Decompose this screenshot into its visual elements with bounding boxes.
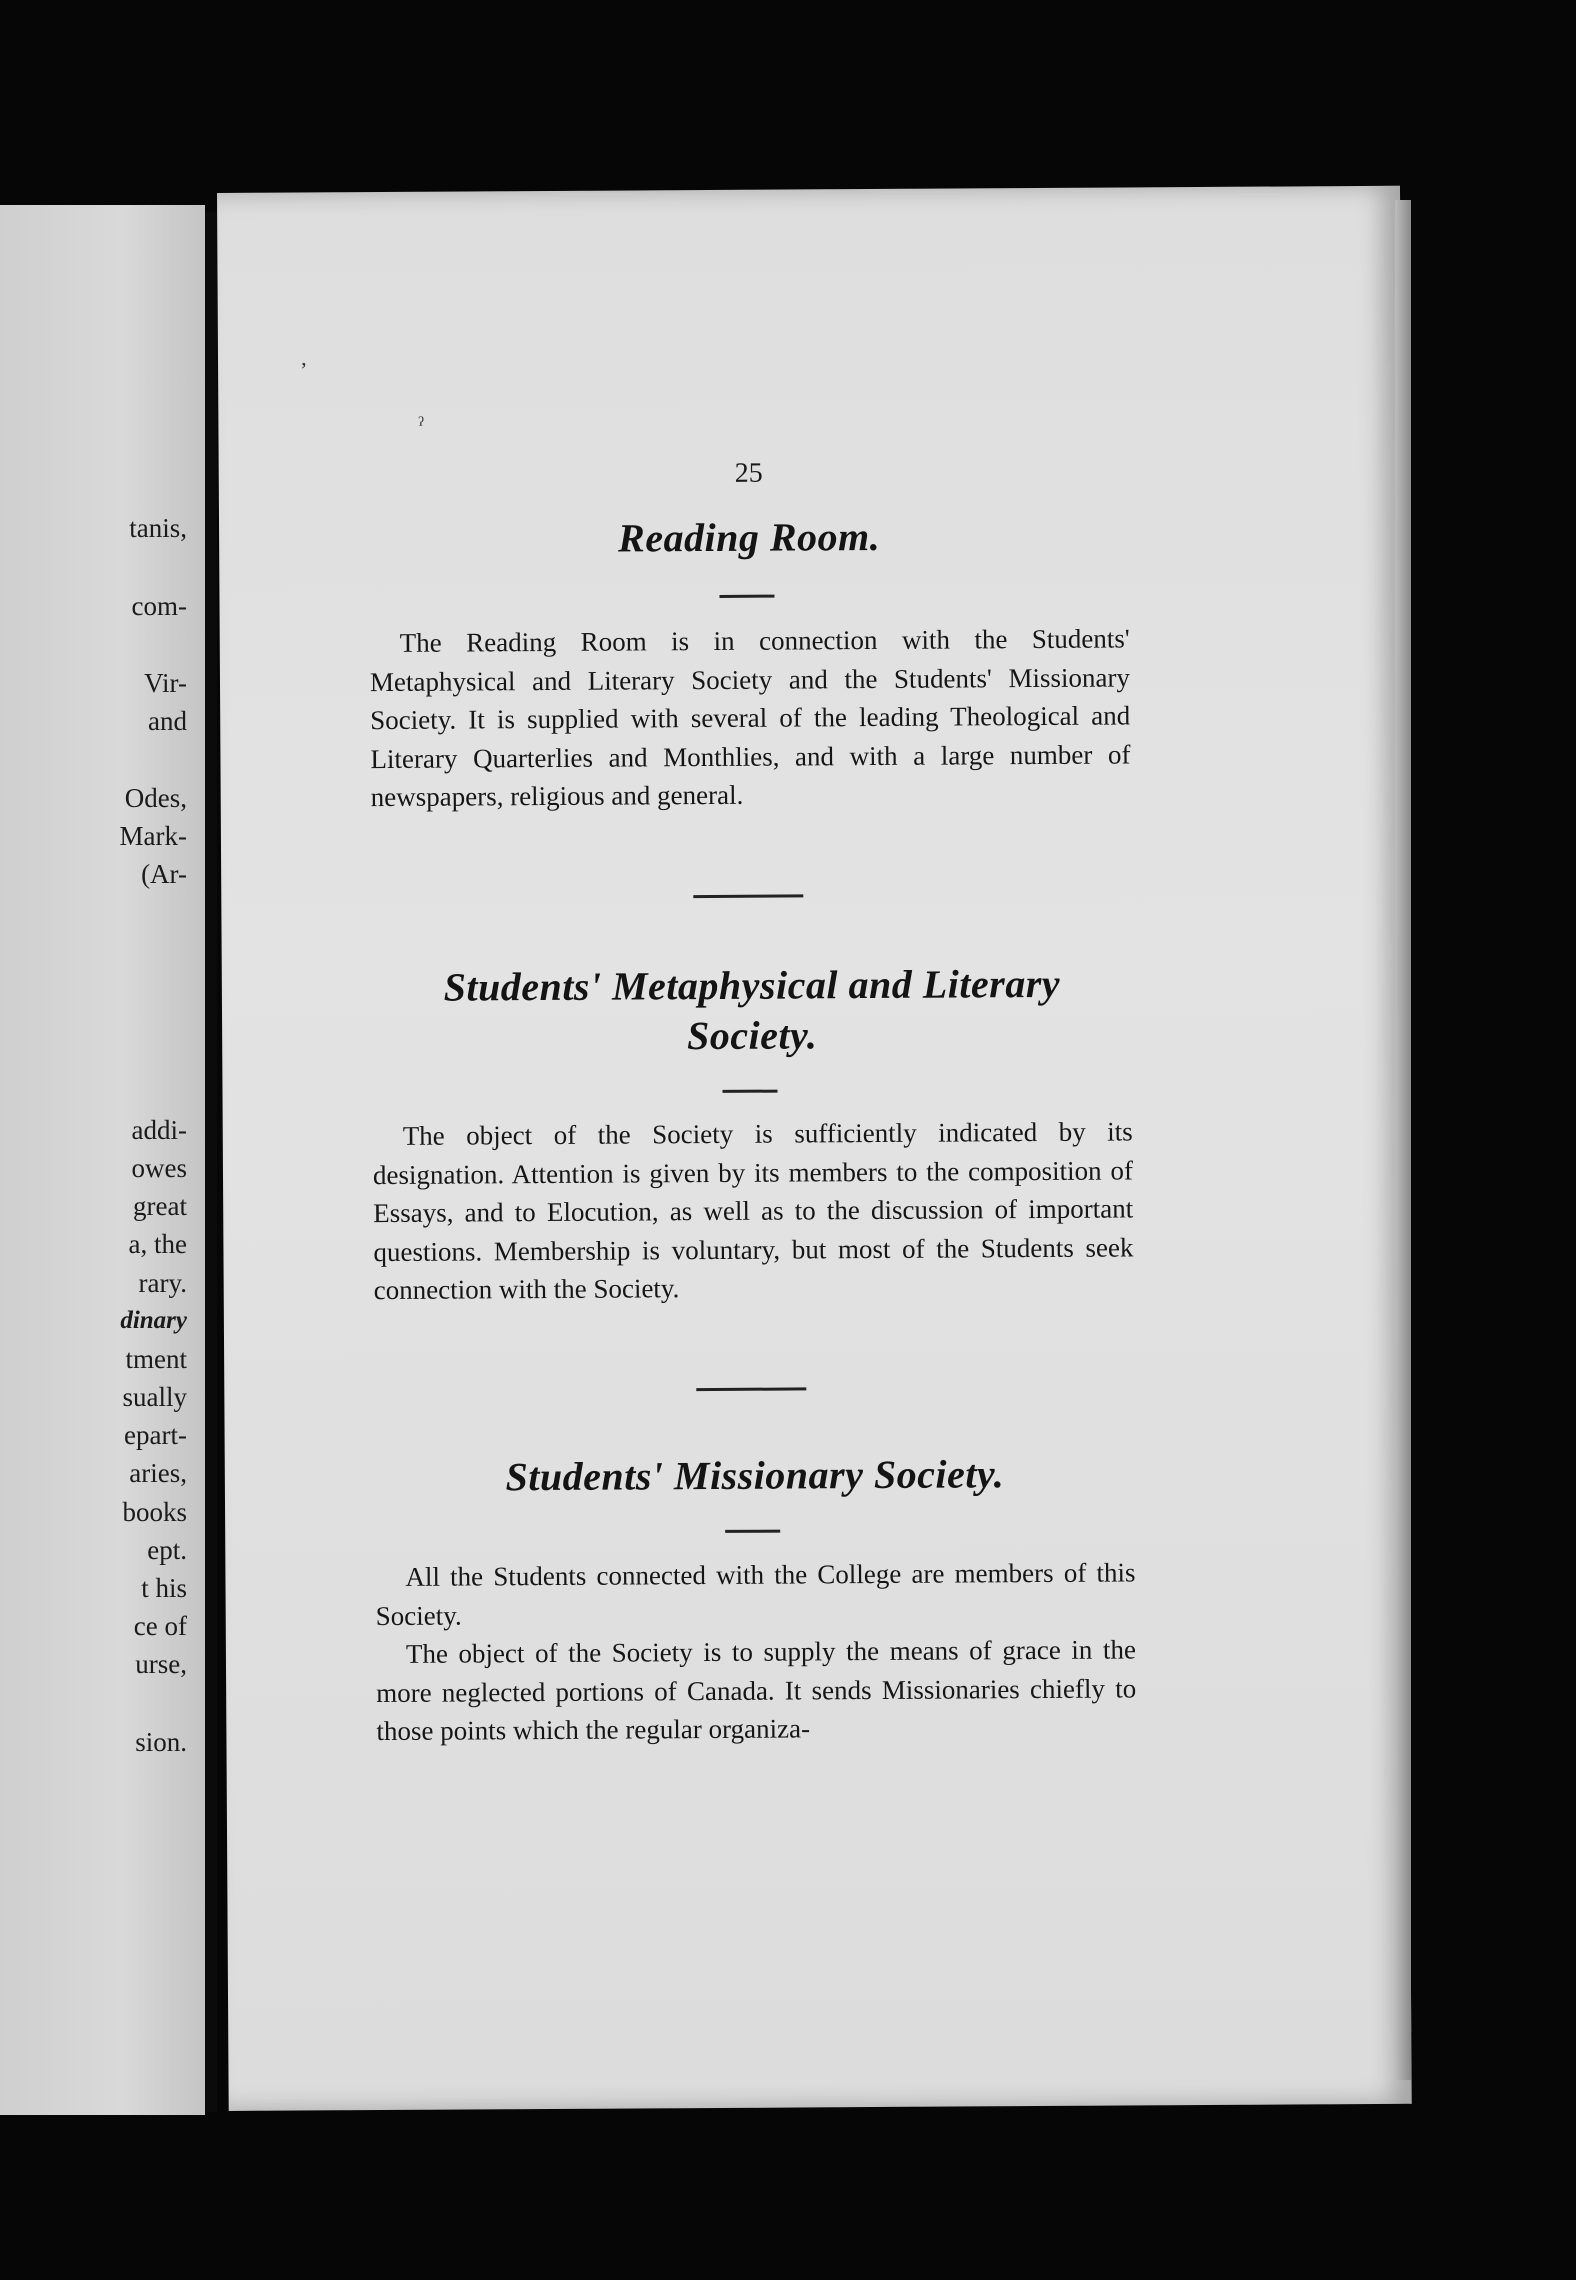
paragraph-text: The object of the Society is sufficiently indicated by its designation. Attention is given by its members to the composition of Essays, and to Elocution, as well as to the discussion of important questions. Membership is voluntary, but most of the Students seek connection with the Society. [372, 1116, 1134, 1306]
page-number: 25 [734, 457, 763, 489]
metaphysical-society-paragraph [373, 1112, 1134, 1309]
page-content [367, 187, 1137, 1747]
left-page-fragment: a, the [128, 1229, 187, 1259]
paragraph-text: The Reading Room is in connection with the Students' Metaphysical and Literary Society and the Students' Missionary Society. It is supplied with several of the leading Theological and Literary Quarterlies and Monthlies, and with a large number of newspapers, religious and general. [369, 623, 1131, 813]
left-page-fragment: dinary [120, 1307, 187, 1334]
book-gutter [205, 212, 217, 2112]
short-rule [722, 1090, 777, 1093]
left-page-fragment: rary. [138, 1268, 187, 1298]
page-edge-shadow [1395, 200, 1411, 2080]
ink-speck-mark: ˀ [418, 411, 424, 437]
missionary-society-paragraph-2 [376, 1630, 1137, 1750]
left-page-fragment: Vir- [144, 668, 187, 698]
paragraph-text: The object of the Society is to supply the means of grace in the more neglected portions of Canada. It sends Missionaries chiefly to those points which the regular organiza- [376, 1634, 1137, 1747]
missionary-society-paragraph-1 [375, 1553, 1135, 1635]
short-rule [719, 595, 774, 598]
left-page-fragment: books [122, 1497, 187, 1527]
left-page-fragment: ept. [147, 1535, 187, 1565]
section-heading-metaphysical-line1: Students' Metaphysical and Literary [443, 960, 1061, 1010]
left-page-fragment: aries, [129, 1458, 187, 1488]
section-divider-rule [696, 1387, 806, 1391]
left-page-fragment: urse, [135, 1649, 187, 1679]
left-page-fragment: owes [131, 1153, 187, 1183]
left-page-fragment: Odes, [124, 783, 187, 813]
left-page-fragment: tment [125, 1344, 187, 1374]
left-page-fragment: and [148, 706, 187, 736]
left-page-fragment: sually [122, 1382, 187, 1412]
left-page-fragment: com- [131, 591, 187, 621]
left-page-fragment: t his [141, 1573, 187, 1603]
left-page-fragment: ce of [133, 1611, 187, 1641]
left-page-fragment: tanis, [129, 513, 187, 543]
short-rule [725, 1530, 780, 1533]
section-heading-reading-room: Reading Room. [617, 513, 881, 561]
left-page-fragment: (Ar- [141, 859, 187, 889]
left-page-fragment: great [133, 1191, 187, 1221]
section-heading-missionary-society: Students' Missionary Society. [505, 1451, 1005, 1500]
left-page-fragment: sion. [135, 1727, 187, 1757]
left-facing-page [0, 205, 205, 2115]
left-page-fragment: Mark- [119, 821, 187, 851]
left-page-fragment: epart- [124, 1420, 187, 1450]
reading-room-paragraph [370, 619, 1131, 816]
left-page-fragment: addi- [131, 1115, 187, 1145]
ink-speck-mark: ʼ [300, 357, 308, 383]
section-heading-metaphysical-line2: Society. [686, 1012, 818, 1059]
section-divider-rule [693, 894, 803, 898]
paragraph-text: All the Students connected with the College are members of this Society. [375, 1557, 1136, 1631]
right-page [217, 186, 1412, 2111]
